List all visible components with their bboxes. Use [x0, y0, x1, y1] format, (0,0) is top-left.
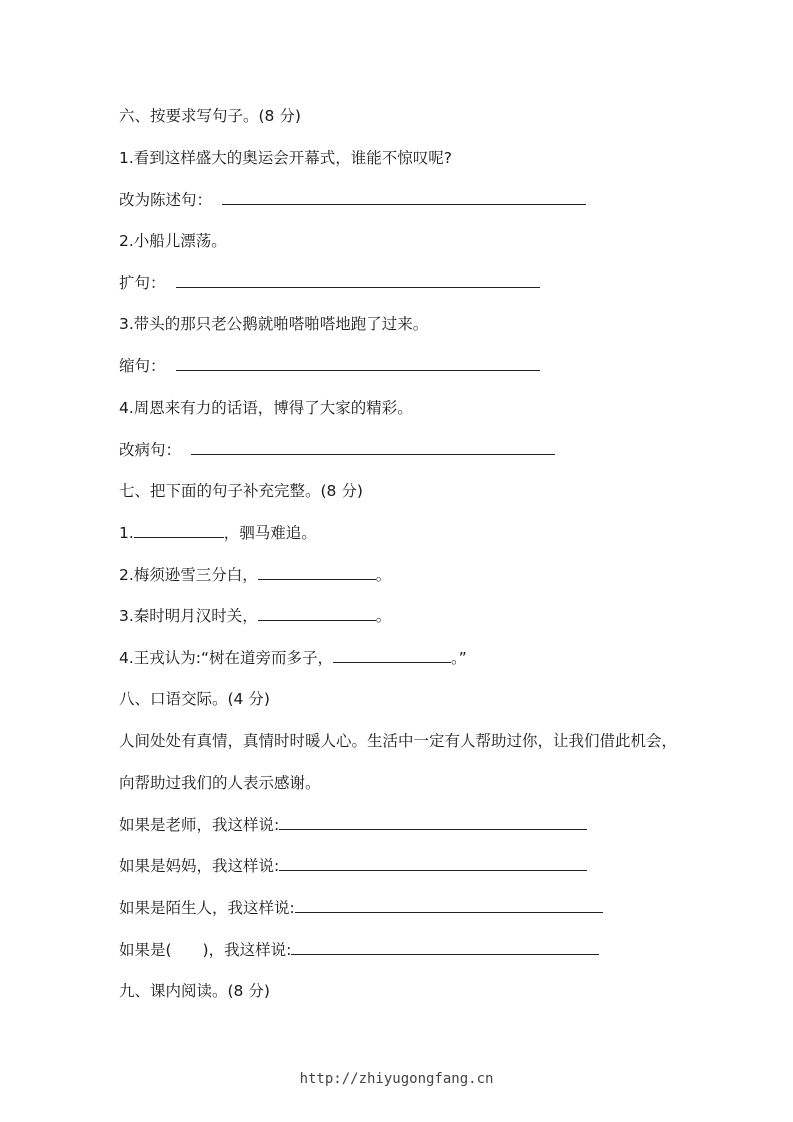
section-7-heading: 七、把下面的句子补充完整。(8 分) [119, 482, 363, 500]
s7-q3-suffix: 。 [375, 607, 392, 625]
s6-answer-2 [119, 273, 540, 293]
answer-blank[interactable] [279, 815, 587, 830]
s7-q2-prefix: 2.梅须逊雪三分白， [119, 566, 258, 584]
section-9-heading: 九、课内阅读。(8 分) [119, 982, 270, 1000]
s7-question-3 [119, 606, 391, 626]
s8-other-label: 如果是( )，我这样说: [119, 941, 292, 959]
s7-q3-prefix: 3.秦时明月汉时关， [119, 607, 258, 625]
s8-paragraph-line-2: 向帮助过我们的人表示感谢。 [119, 774, 321, 792]
s6-answer-3 [119, 356, 540, 376]
s6-answer-1-label: 改为陈述句： [119, 191, 213, 209]
answer-blank[interactable] [176, 356, 540, 371]
s7-question-2 [119, 565, 391, 585]
fill-blank[interactable] [333, 648, 451, 663]
s7-q1-suffix: ，驷马难追。 [223, 524, 317, 542]
s6-answer-3-label: 缩句： [119, 357, 166, 375]
s6-question-1: 1.看到这样盛大的奥运会开幕式，谁能不惊叹呢? [119, 149, 453, 167]
s7-q2-suffix: 。 [375, 566, 392, 584]
s8-teacher-label: 如果是老师，我这样说: [119, 816, 280, 834]
fill-blank[interactable] [258, 565, 376, 580]
s8-stranger-line [119, 898, 603, 918]
s8-other-line [119, 940, 599, 960]
s8-teacher-line [119, 815, 587, 835]
s6-question-3: 3.带头的那只老公鹅就啪嗒啪嗒地跑了过来。 [119, 315, 429, 333]
s6-answer-4 [119, 440, 555, 460]
s7-q4-suffix: 。” [451, 649, 467, 667]
s6-question-2: 2.小船儿漂荡。 [119, 232, 227, 250]
answer-blank[interactable] [279, 856, 587, 871]
answer-blank[interactable] [191, 440, 555, 455]
s6-answer-2-label: 扩句： [119, 274, 166, 292]
s7-question-1 [119, 523, 317, 543]
s8-paragraph-line-1: 人间处处有真情，真情时时暖人心。生活中一定有人帮助过你，让我们借此机会， [119, 732, 678, 750]
section-6-heading: 六、按要求写句子。(8 分) [119, 107, 301, 125]
fill-blank[interactable] [258, 606, 376, 621]
s7-q4-prefix: 4.王戎认为:“树在道旁而多子， [119, 649, 334, 667]
footer-url[interactable]: http://zhiyugongfang.cn [299, 1071, 494, 1087]
s6-question-4: 4.周恩来有力的话语，博得了大家的精彩。 [119, 399, 413, 417]
s8-mother-label: 如果是妈妈，我这样说: [119, 857, 280, 875]
answer-blank[interactable] [176, 273, 540, 288]
s8-stranger-label: 如果是陌生人，我这样说: [119, 899, 295, 917]
s7-q1-prefix: 1. [119, 524, 134, 542]
s8-mother-line [119, 856, 587, 876]
fill-blank[interactable] [134, 523, 224, 538]
s6-answer-1 [119, 190, 586, 210]
answer-blank[interactable] [222, 190, 586, 205]
s6-answer-4-label: 改病句： [119, 441, 182, 459]
s7-question-4 [119, 648, 467, 668]
answer-blank[interactable] [295, 898, 603, 913]
section-8-heading: 八、口语交际。(4 分) [119, 690, 270, 708]
answer-blank[interactable] [291, 940, 599, 955]
